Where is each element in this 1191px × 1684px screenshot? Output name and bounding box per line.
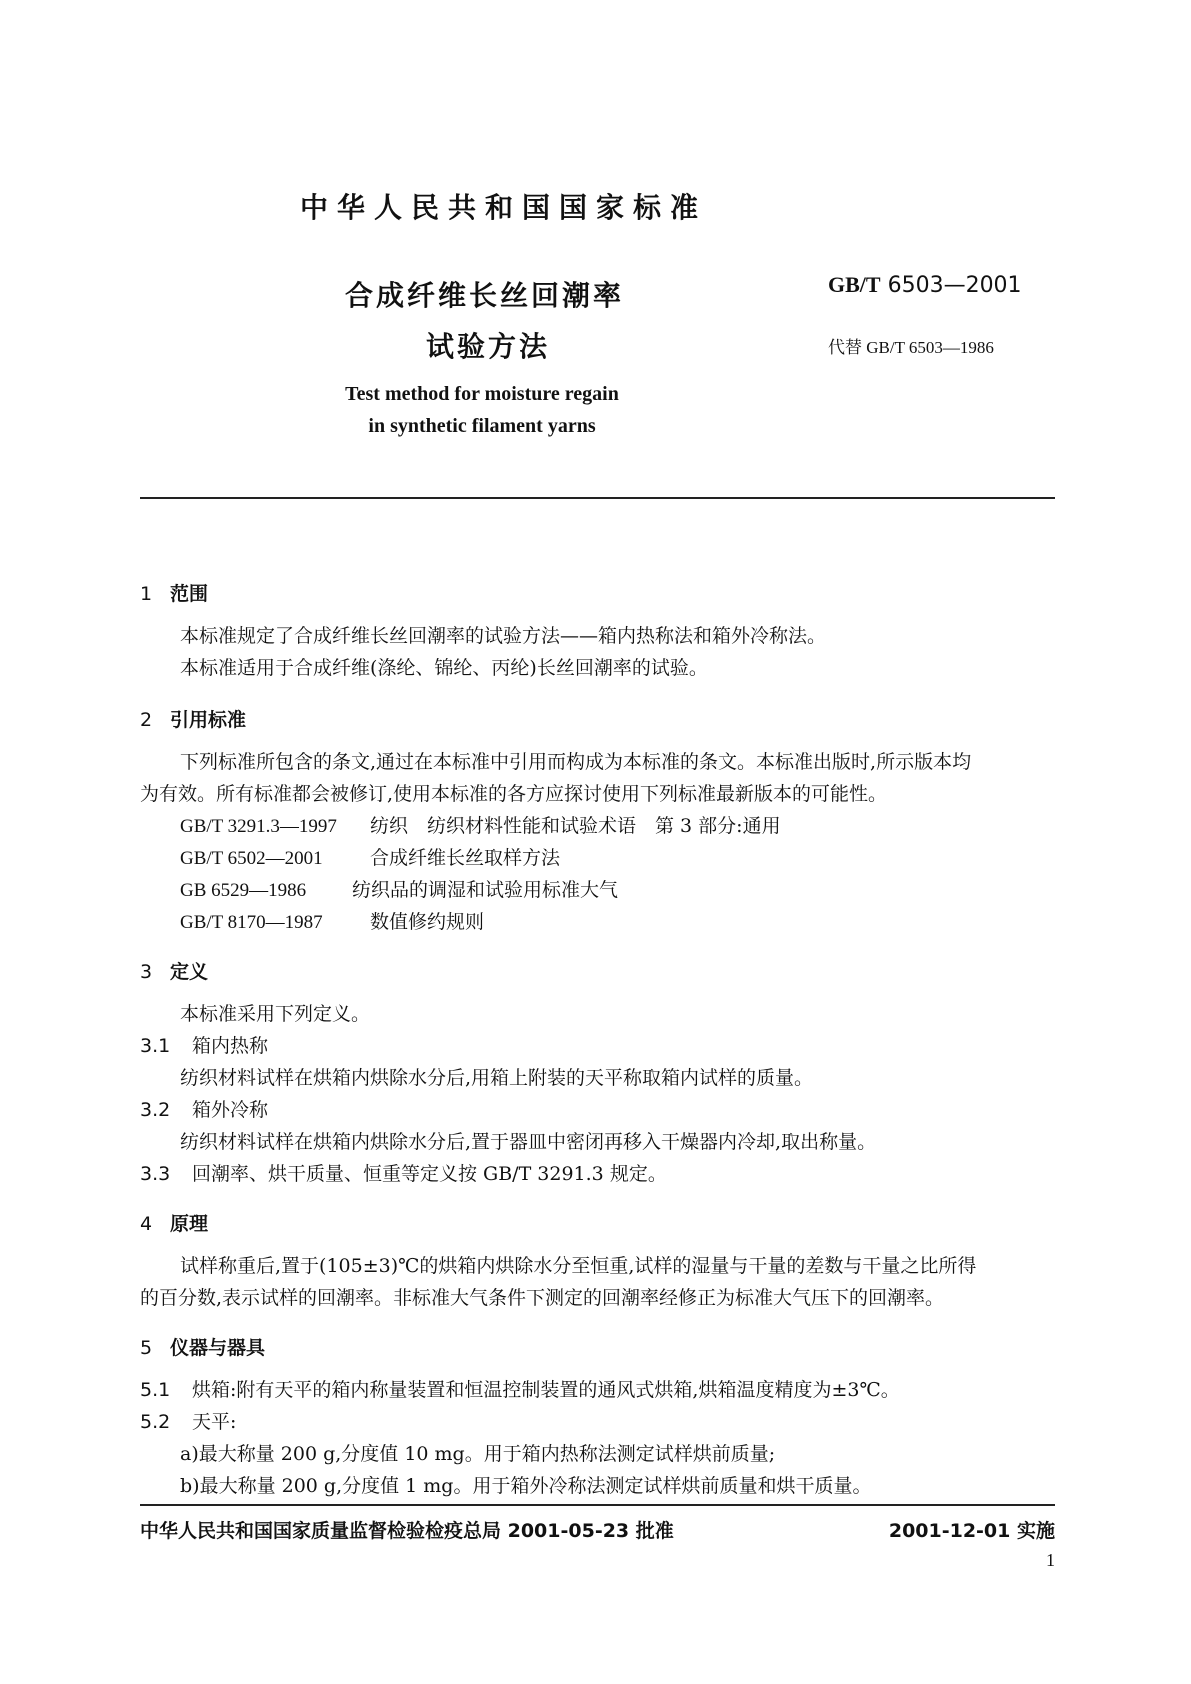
section-1-paragraph-1: 本标准规定了合成纤维长丝回潮率的试验方法——箱内热称法和箱外冷称法。: [180, 625, 827, 647]
clause-text: 天平:: [192, 1411, 237, 1433]
clause-5-2-item-b: b)最大称量 200 g,分度值 1 mg。用于箱外冷称法测定试样烘前质量和烘干质量。: [180, 1475, 872, 1497]
section-4-paragraph-line1: 试样称重后,置于(105±3)℃的烘箱内烘除水分至恒重,试样的湿量与干量的差数与干量之比所得: [180, 1255, 977, 1277]
clause-number: 5.1: [140, 1379, 171, 1401]
section-number: 4: [140, 1213, 153, 1235]
section-number: 1: [140, 583, 153, 605]
definition-term: 箱外冷称: [192, 1099, 269, 1121]
standard-number: [828, 272, 1022, 298]
section-2-heading: [140, 705, 246, 732]
reference-item: [180, 810, 781, 843]
english-title-line1: Test method for moisture regain: [345, 383, 619, 405]
clause-number: 5.2: [140, 1411, 171, 1433]
section-2-paragraph-line2: 为有效。所有标准都会被修订,使用本标准的各方应探讨使用下列标准最新版本的可能性。: [140, 783, 888, 805]
reference-item: [180, 874, 618, 907]
reference-item: [180, 906, 484, 939]
definition-3-3: [140, 1158, 667, 1190]
english-title-line2: in synthetic filament yarns: [368, 415, 596, 437]
clause-5-1: [140, 1374, 900, 1406]
definition-3-2-text: 纺织材料试样在烘箱内烘除水分后,置于器皿中密闭再移入干燥器内冷却,取出称量。: [180, 1131, 877, 1153]
reference-code: GB/T 8170—1987: [180, 912, 323, 933]
reference-title: 合成纤维长丝取样方法: [370, 847, 561, 869]
section-number: 3: [140, 961, 153, 983]
section-title: 原理: [170, 1213, 209, 1235]
definition-3-1-text: 纺织材料试样在烘箱内烘除水分后,用箱上附装的天平称取箱内试样的质量。: [180, 1067, 814, 1089]
section-1-paragraph-2: 本标准适用于合成纤维(涤纶、锦纶、丙纶)长丝回潮率的试验。: [180, 657, 708, 679]
definition-text: 回潮率、烘干质量、恒重等定义按 GB/T 3291.3 规定。: [192, 1163, 667, 1185]
clause-number: 3.2: [140, 1099, 171, 1121]
header-divider: [140, 497, 1055, 499]
reference-title: 数值修约规则: [370, 911, 485, 933]
section-title: 范围: [170, 583, 209, 605]
document-title-line1: 合成纤维长丝回潮率: [345, 279, 625, 312]
national-standard-heading: 中华人民共和国国家标准: [300, 191, 708, 224]
reference-code: GB/T 6502—2001: [180, 848, 323, 869]
page-number: 1: [1046, 1550, 1055, 1570]
definition-3-2: [140, 1094, 268, 1126]
reference-code: GB 6529—1986: [180, 880, 307, 901]
definition-term: 箱内热称: [192, 1035, 269, 1057]
section-title: 定义: [170, 961, 209, 983]
footer-divider: [140, 1504, 1055, 1506]
approval-line: 中华人民共和国国家质量监督检验检疫总局 2001-05-23 批准: [140, 1520, 674, 1542]
clause-number: 3.1: [140, 1035, 171, 1057]
definition-3-1: [140, 1030, 268, 1062]
replaces-standard: 代替 GB/T 6503—1986: [828, 338, 994, 357]
clause-5-2-item-a: a)最大称量 200 g,分度值 10 mg。用于箱内热称法测定试样烘前质量;: [180, 1443, 776, 1465]
section-title: 仪器与器具: [170, 1337, 266, 1359]
section-number: 5: [140, 1337, 153, 1359]
reference-title: 纺织 纺织材料性能和试验术语 第 3 部分:通用: [370, 815, 781, 837]
reference-code: GB/T 3291.3—1997: [180, 816, 337, 837]
section-4-paragraph-line2: 的百分数,表示试样的回潮率。非标准大气条件下测定的回潮率经修正为标准大气压下的回潮率。: [140, 1287, 945, 1309]
standard-prefix: GB/T: [828, 272, 881, 297]
clause-5-2: [140, 1406, 236, 1438]
document-title-line2: 试验方法: [426, 330, 551, 363]
reference-title: 纺织品的调湿和试验用标准大气: [352, 879, 619, 901]
section-title: 引用标准: [170, 709, 247, 731]
implementation-date: 2001-12-01 实施: [888, 1520, 1055, 1542]
section-4-heading: [140, 1209, 208, 1236]
clause-number: 3.3: [140, 1163, 171, 1185]
section-2-paragraph-line1: 下列标准所包含的条文,通过在本标准中引用而构成为本标准的条文。本标准出版时,所示版本均: [180, 751, 972, 773]
section-1-heading: [140, 579, 208, 606]
section-5-heading: [140, 1333, 265, 1360]
standard-code: 6503—2001: [887, 273, 1022, 298]
reference-item: [180, 842, 560, 875]
section-number: 2: [140, 709, 153, 731]
clause-text: 烘箱:附有天平的箱内称量装置和恒温控制装置的通风式烘箱,烘箱温度精度为±3℃。: [192, 1379, 900, 1401]
section-3-intro: 本标准采用下列定义。: [180, 1003, 371, 1025]
section-3-heading: [140, 957, 208, 984]
